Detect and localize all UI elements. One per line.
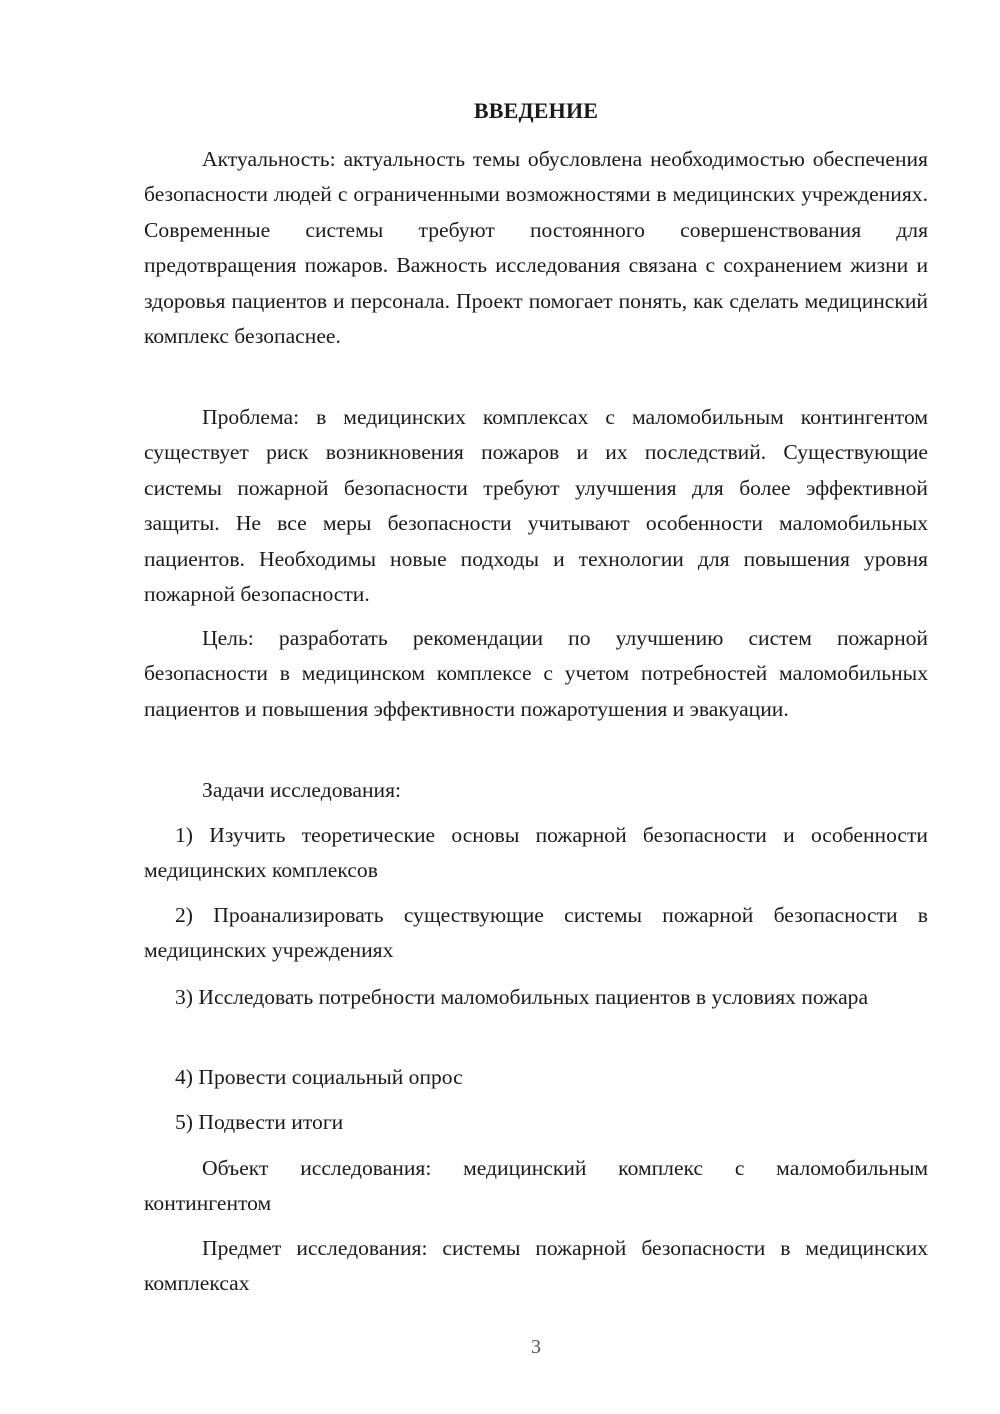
paragraph-goal: Цель: разработать рекомендации по улучшению систем пожарной безопасности в медицинском комплексе с учетом потребностей маломобильных пациентов и повышения эффективности пожаротушения и эвакуации. <box>144 626 928 721</box>
page-number: 3 <box>531 1336 541 1358</box>
task-item-2: 2) Проанализировать существующие системы пожарной безопасности в медицинских учреждениях <box>144 903 928 963</box>
page-title: ВВЕДЕНИЕ <box>473 98 599 123</box>
task-item-1: 1) Изучить теоретические основы пожарной безопасности и особенности медицинских комплексов <box>144 823 928 883</box>
paragraph-object: Объект исследования: медицинский комплекс с маломобильным контингентом <box>144 1156 928 1216</box>
paragraph-problem: Проблема: в медицинских комплексах с маломобильным контингентом существует риск возникновения пожаров и их последствий. Существующие системы пожарной безопасности требуют улучшения для более эффективной защиты. Не все меры безопасности учитывают особенности маломобильных пациентов. Необходимы новые подходы и технологии для повышения уровня пожарной безопасности. <box>144 405 928 607</box>
task-item-4: 4) Провести социальный опрос <box>175 1065 463 1089</box>
paragraph-relevance: Актуальность: актуальность темы обусловлена необходимостью обеспечения безопасности людей с ограниченными возможностями в медицинских учреждениях. Современные системы требуют постоянного совершенствования для предотвращения пожаров. Важность исследования связана с сохранением жизни и здоровья пациентов и персонала. Проект помогает понять, как сделать медицинский комплекс безопаснее. <box>144 147 928 349</box>
tasks-title: Задачи исследования: <box>202 778 402 802</box>
task-item-5: 5) Подвести итоги <box>175 1110 344 1134</box>
task-item-3: 3) Исследовать потребности маломобильных пациентов в условиях пожара <box>175 985 869 1009</box>
paragraph-subject: Предмет исследования: системы пожарной безопасности в медицинских комплексах <box>144 1236 928 1296</box>
